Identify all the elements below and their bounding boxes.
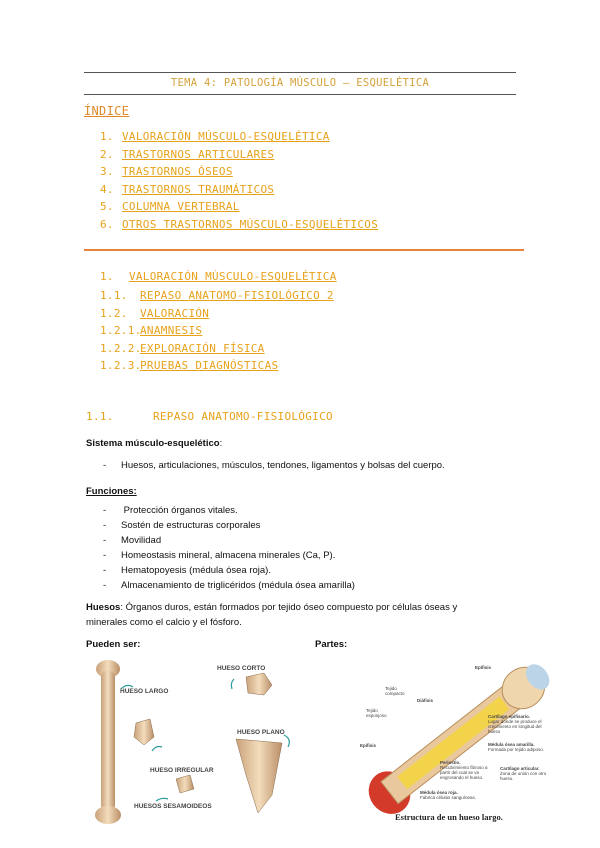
part-medula-amarilla: Médula ósea amarilla. Formada por tejido adiposo. — [488, 742, 545, 752]
top-rule — [84, 72, 516, 73]
subsection-item[interactable] — [100, 359, 278, 372]
funcion-text: Hematopoyesis (médula ósea roja). — [121, 565, 271, 576]
section-1-heading[interactable] — [100, 270, 337, 283]
part-medula-roja: Médula ósea roja. Fabrica células sanguíneas. — [420, 790, 477, 800]
section-number: 1. — [100, 270, 114, 283]
flat-bone-image — [236, 739, 282, 813]
list-item: - Almacenamiento de triglicéridos (médula ósea amarilla) — [103, 580, 355, 591]
sistema-colon: : — [219, 438, 223, 449]
index-heading: ÍNDICE — [84, 104, 130, 118]
subsection-label: ANAMNESIS — [140, 324, 203, 337]
figure-caption: Estructura de un hueso largo. — [395, 812, 503, 822]
toc-item[interactable] — [100, 200, 240, 213]
funcion-text: Homeostasis mineral, almacena minerales (Ca, P). — [121, 550, 336, 561]
section-number: 1.1. — [86, 410, 114, 423]
subsection-label: REPASO ANATOMO-FISIOLÓGICO 2 — [140, 289, 334, 302]
funcion-text: Movilidad — [121, 535, 162, 546]
huesos-paragraph — [86, 600, 526, 630]
subsection-number: 1.1. — [100, 289, 128, 302]
toc-label: TRASTORNOS ÓSEOS — [122, 165, 233, 178]
toc-label: VALORACIÓN MÚSCULO-ESQUELÉTICA — [122, 130, 330, 143]
label-huesos-sesamoideos: HUESOS SESAMOIDEOS — [134, 803, 212, 810]
list-item: - Hematopoyesis (médula ósea roja). — [103, 565, 271, 576]
label-hueso-largo: HUESO LARGO — [120, 688, 169, 695]
part-epifisis-left: Epífisis — [360, 743, 377, 748]
section-1-1-heading — [86, 410, 333, 423]
list-item: - Movilidad — [103, 535, 162, 546]
section-label: VALORACIÓN MÚSCULO-ESQUELÉTICA — [128, 270, 337, 283]
part-cartilago-epifisario: Cartílago epifisario. Lugar donde se produce el crecimiento en longitud del hueso — [488, 714, 542, 734]
subsection-item[interactable] — [100, 307, 209, 320]
funcion-text: Sostén de estructuras corporales — [121, 520, 261, 531]
toc-label: TRASTORNOS TRAUMÁTICOS — [122, 182, 275, 196]
partes-label: Partes: — [315, 639, 348, 650]
funciones-heading: Funciones: — [86, 486, 137, 497]
subsection-number: 1.2.1. — [100, 324, 142, 337]
sesamoid-bone-image — [176, 775, 194, 793]
huesos-text-1: : Órganos duros, están formados por tejido óseo compuesto por células óseas y — [120, 602, 458, 613]
list-item: - Huesos, articulaciones, músculos, tendones, ligamentos y bolsas del cuerpo. — [103, 460, 445, 471]
toc-number: 1. — [100, 130, 114, 143]
page-title: TEMA 4: PATOLOGÍA MÚSCULO – ESQUELÉTICA — [170, 77, 430, 89]
subsection-number: 1.2.2. — [100, 341, 142, 355]
huesos-text-2: minerales como el calcio y el fósforo. — [86, 617, 242, 628]
subsection-item[interactable] — [100, 289, 334, 302]
toc-label: OTROS TRASTORNOS MÚSCULO-ESQUELÉTICOS — [122, 217, 379, 231]
subsection-label: PRUEBAS DIAGNÓSTICAS — [140, 359, 279, 372]
list-item: - Protección órganos vitales. — [103, 505, 238, 516]
toc-number: 6. — [100, 217, 114, 231]
toc-number: 2. — [100, 147, 114, 161]
section-divider — [84, 249, 524, 251]
sistema-label: Sistema músculo-esquelético — [86, 438, 220, 449]
part-periostio: Periostio. Recubrimiento fibroso a partir del cual se va engrosando el hueso. — [440, 760, 488, 780]
huesos-label: Huesos — [86, 602, 121, 613]
toc-number: 4. — [100, 182, 114, 196]
title-underline — [84, 94, 516, 95]
subsection-number: 1.2. — [100, 306, 128, 320]
toc-item[interactable] — [100, 130, 330, 143]
label-hueso-irregular: HUESO IRREGULAR — [150, 767, 214, 774]
list-item: - Sostén de estructuras corporales — [103, 520, 261, 531]
funcion-text: Protección órganos vitales. — [121, 505, 238, 516]
toc-item[interactable] — [100, 218, 378, 231]
sistema-item: Huesos, articulaciones, músculos, tendones, ligamentos y bolsas del cuerpo. — [121, 460, 445, 471]
list-item: - Homeostasis mineral, almacena minerales (Ca, P). — [103, 550, 336, 561]
irregular-bone-image — [134, 719, 154, 745]
sistema-paragraph — [86, 436, 222, 451]
subsection-item[interactable] — [100, 324, 202, 337]
toc-item[interactable] — [100, 183, 274, 196]
subsection-item[interactable] — [100, 342, 265, 355]
toc-label: TRASTORNOS ARTICULARES — [122, 147, 275, 161]
toc-item[interactable] — [100, 165, 233, 178]
long-bone-image — [95, 660, 121, 824]
subsection-number: 1.2.3. — [100, 359, 142, 372]
part-diafisis: Diáfisis — [417, 698, 434, 703]
funcion-text: Almacenamiento de triglicéridos (médula ósea amarilla) — [121, 580, 355, 591]
toc-number: 3. — [100, 165, 114, 178]
subsection-label: VALORACIÓN — [140, 306, 210, 320]
toc-item[interactable] — [100, 148, 274, 161]
toc-label: COLUMNA VERTEBRAL — [122, 200, 240, 213]
label-hueso-plano: HUESO PLANO — [237, 729, 285, 736]
section-label: REPASO ANATOMO-FISIOLÓGICO — [152, 410, 333, 423]
short-bone-image — [246, 673, 272, 695]
part-epifisis-top: Epífisis — [475, 665, 492, 670]
part-tejido-compacto: Tejido compacto — [385, 686, 405, 696]
subsection-label: EXPLORACIÓN FÍSICA — [140, 341, 265, 355]
label-hueso-corto: HUESO CORTO — [217, 665, 266, 672]
pueden-ser-label: Pueden ser: — [86, 639, 141, 650]
part-tejido-esponjoso: Tejido esponjoso — [366, 708, 387, 718]
toc-number: 5. — [100, 200, 114, 213]
part-cartilago-articular: Cartílago articular. Zona de unión con otro hueso. — [500, 766, 547, 781]
